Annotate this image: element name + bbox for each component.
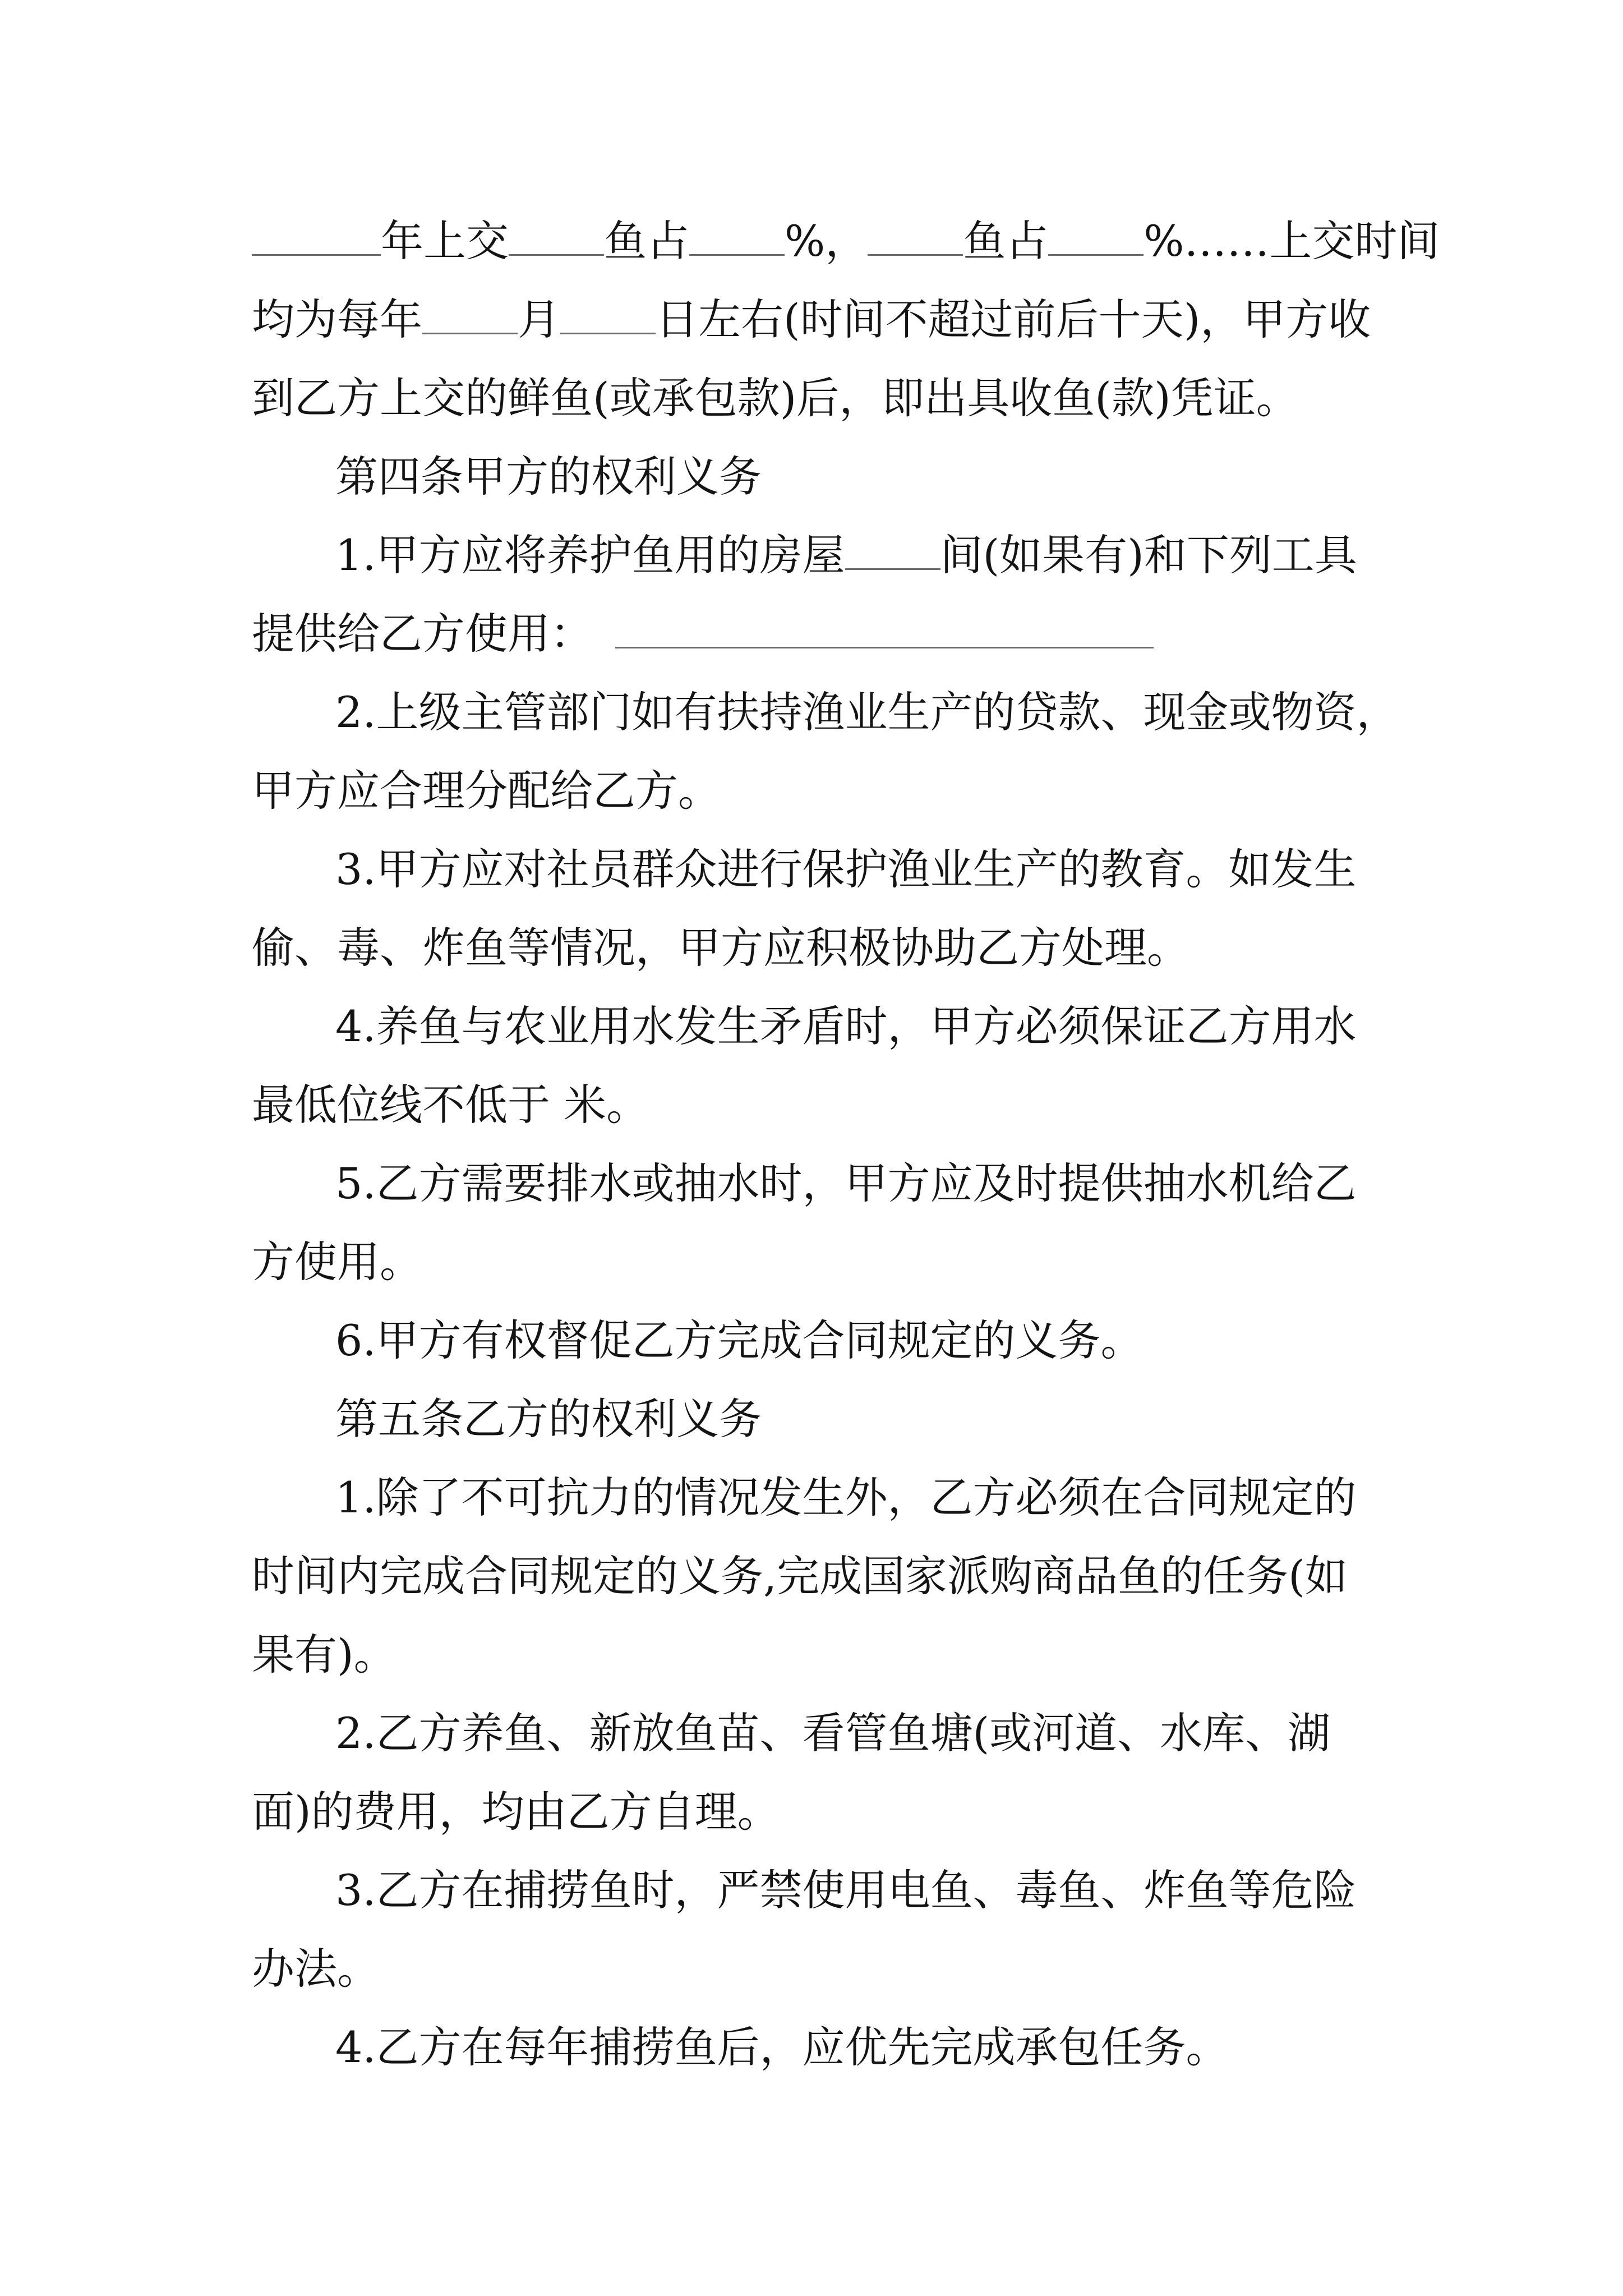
fill-blank — [689, 219, 785, 256]
text-segment: 鱼占 — [604, 216, 689, 266]
text-line-2 — [252, 280, 1379, 359]
fill-blank — [845, 533, 940, 570]
text-line-15: 6.甲方有权督促乙方完成合同规定的义务。 — [335, 1315, 1144, 1365]
text-segment: %， — [785, 216, 868, 266]
fill-blank — [560, 298, 656, 334]
text-line-6 — [252, 595, 1379, 673]
text-line-12: 最低位线不低于 米。 — [252, 1080, 649, 1130]
text-segment: 年上交 — [381, 216, 509, 266]
text-line-21: 面)的费用，均由乙方自理。 — [252, 1787, 780, 1837]
text-line-18: 时间内完成合同规定的义务,完成国家派购商品鱼的任务(如 — [252, 1551, 1348, 1601]
text-line-7: 2.上级主管部门如有扶持渔业生产的贷款、现金或物资， — [335, 687, 1399, 737]
fill-blank — [1048, 219, 1144, 256]
text-segment: 提供给乙方使用： — [252, 609, 593, 659]
text-line-20: 2.乙方养鱼、新放鱼苗、看管鱼塘(或河道、水库、湖 — [335, 1708, 1331, 1758]
text-line-10: 偷、毒、炸鱼等情况，甲方应积极协助乙方处理。 — [252, 923, 1189, 973]
section-heading-article-5: 第五条乙方的权利义务 — [335, 1394, 762, 1444]
text-line-8: 甲方应合理分配给乙方。 — [252, 766, 721, 816]
fill-blank — [868, 219, 963, 256]
text-line-5 — [335, 516, 1378, 595]
text-segment: 日左右(时间不超过前后十天)，甲方收 — [656, 295, 1371, 344]
text-line-22: 3.乙方在捕捞鱼时，严禁使用电鱼、毒鱼、炸鱼等危险 — [335, 1865, 1357, 1915]
text-line-14: 方使用。 — [252, 1237, 422, 1287]
fill-blank — [252, 219, 381, 256]
fill-blank — [615, 612, 1154, 648]
text-line-19: 果有)。 — [252, 1630, 396, 1680]
text-segment: 鱼占 — [963, 216, 1049, 266]
fill-blank — [509, 219, 604, 256]
text-line-9: 3.甲方应对社员群众进行保护渔业生产的教育。如发生 — [335, 844, 1357, 894]
text-line-13: 5.乙方需要排水或抽水时，甲方应及时提供抽水机给乙 — [335, 1158, 1357, 1208]
section-heading-article-4: 第四条甲方的权利义务 — [335, 452, 762, 501]
text-line-17: 1.除了不可抗力的情况发生外，乙方必须在合同规定的 — [335, 1473, 1357, 1522]
text-line-24: 4.乙方在每年捕捞鱼后，应优先完成承包任务。 — [335, 2022, 1229, 2072]
text-segment: 1.甲方应将养护鱼用的房屋 — [335, 530, 845, 580]
text-segment: 间(如果有)和下列工具 — [940, 530, 1357, 580]
fill-blank — [422, 298, 518, 334]
text-line-1 — [252, 202, 1440, 280]
text-line-11: 4.养鱼与农业用水发生矛盾时，甲方必须保证乙方用水 — [335, 1001, 1357, 1051]
text-line-23: 办法。 — [252, 1944, 380, 1994]
text-line-3: 到乙方上交的鲜鱼(或承包款)后，即出具收鱼(款)凭证。 — [252, 373, 1299, 423]
text-segment: 均为每年 — [252, 295, 422, 344]
text-segment: 月 — [518, 295, 560, 344]
text-segment: %……上交时间 — [1144, 216, 1440, 266]
